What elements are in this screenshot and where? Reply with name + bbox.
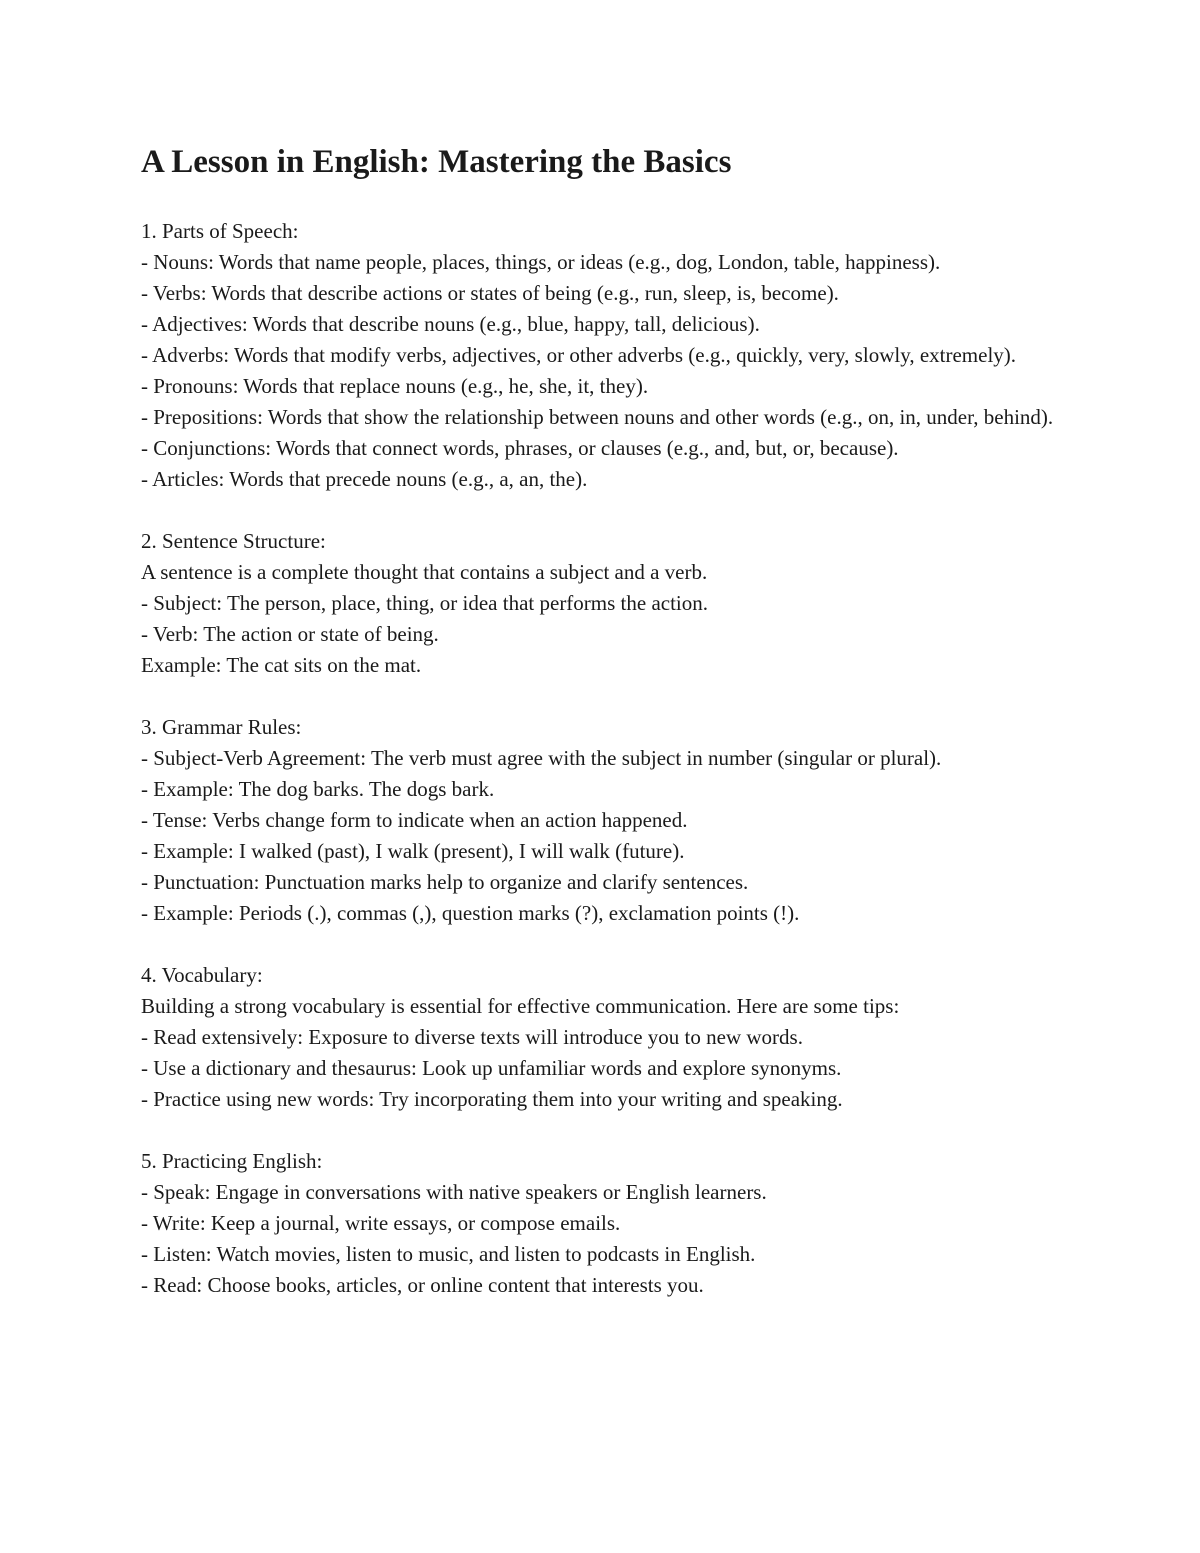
list-item: - Adverbs: Words that modify verbs, adjectives, or other adverbs (e.g., quickly, very, slowly, extremely).	[141, 343, 1017, 367]
page-title: A Lesson in English: Mastering the Basics	[141, 144, 732, 180]
list-item: - Conjunctions: Words that connect words, phrases, or clauses (e.g., and, but, or, because).	[141, 436, 899, 460]
list-item: - Articles: Words that precede nouns (e.g., a, an, the).	[141, 467, 588, 491]
list-item: - Example: The dog barks. The dogs bark.	[141, 777, 495, 801]
list-item: - Speak: Engage in conversations with native speakers or English learners.	[141, 1180, 767, 1204]
list-item: - Adjectives: Words that describe nouns (e.g., blue, happy, tall, delicious).	[141, 312, 760, 336]
section-heading: 2. Sentence Structure:	[141, 529, 326, 553]
section-sentence-structure	[141, 526, 1071, 681]
list-item: - Subject: The person, place, thing, or idea that performs the action.	[141, 591, 709, 615]
list-item: - Use a dictionary and thesaurus: Look up unfamiliar words and explore synonyms.	[141, 1056, 842, 1080]
list-item: - Write: Keep a journal, write essays, or compose emails.	[141, 1211, 621, 1235]
list-item: - Verbs: Words that describe actions or states of being (e.g., run, sleep, is, become).	[141, 281, 839, 305]
list-item: - Read extensively: Exposure to diverse texts will introduce you to new words.	[141, 1025, 803, 1049]
list-item: Building a strong vocabulary is essential for effective communication. Here are some tips:	[141, 994, 900, 1018]
section-vocabulary	[141, 960, 1071, 1115]
list-item: - Example: I walked (past), I walk (present), I will walk (future).	[141, 839, 685, 863]
section-heading: 1. Parts of Speech:	[141, 219, 299, 243]
list-item: - Tense: Verbs change form to indicate when an action happened.	[141, 808, 688, 832]
section-grammar-rules	[141, 712, 1071, 929]
list-item: - Subject-Verb Agreement: The verb must agree with the subject in number (singular or plural).	[141, 746, 942, 770]
section-practicing-english	[141, 1146, 1071, 1301]
list-item: A sentence is a complete thought that contains a subject and a verb.	[141, 560, 708, 584]
list-item: Example: The cat sits on the mat.	[141, 653, 422, 677]
list-item: - Nouns: Words that name people, places, things, or ideas (e.g., dog, London, table, happiness).	[141, 250, 941, 274]
list-item: - Punctuation: Punctuation marks help to organize and clarify sentences.	[141, 870, 749, 894]
list-item: - Prepositions: Words that show the relationship between nouns and other words (e.g., on, in, under, behind).	[141, 405, 1054, 429]
section-heading: 5. Practicing English:	[141, 1149, 323, 1173]
section-parts-of-speech	[141, 216, 1071, 495]
list-item: - Practice using new words: Try incorporating them into your writing and speaking.	[141, 1087, 843, 1111]
list-item: - Pronouns: Words that replace nouns (e.g., he, she, it, they).	[141, 374, 649, 398]
section-heading: 4. Vocabulary:	[141, 963, 263, 987]
document-body	[141, 216, 1071, 1332]
list-item: - Verb: The action or state of being.	[141, 622, 439, 646]
list-item: - Listen: Watch movies, listen to music, and listen to podcasts in English.	[141, 1242, 756, 1266]
section-heading: 3. Grammar Rules:	[141, 715, 302, 739]
list-item: - Read: Choose books, articles, or online content that interests you.	[141, 1273, 704, 1297]
list-item: - Example: Periods (.), commas (,), question marks (?), exclamation points (!).	[141, 901, 800, 925]
